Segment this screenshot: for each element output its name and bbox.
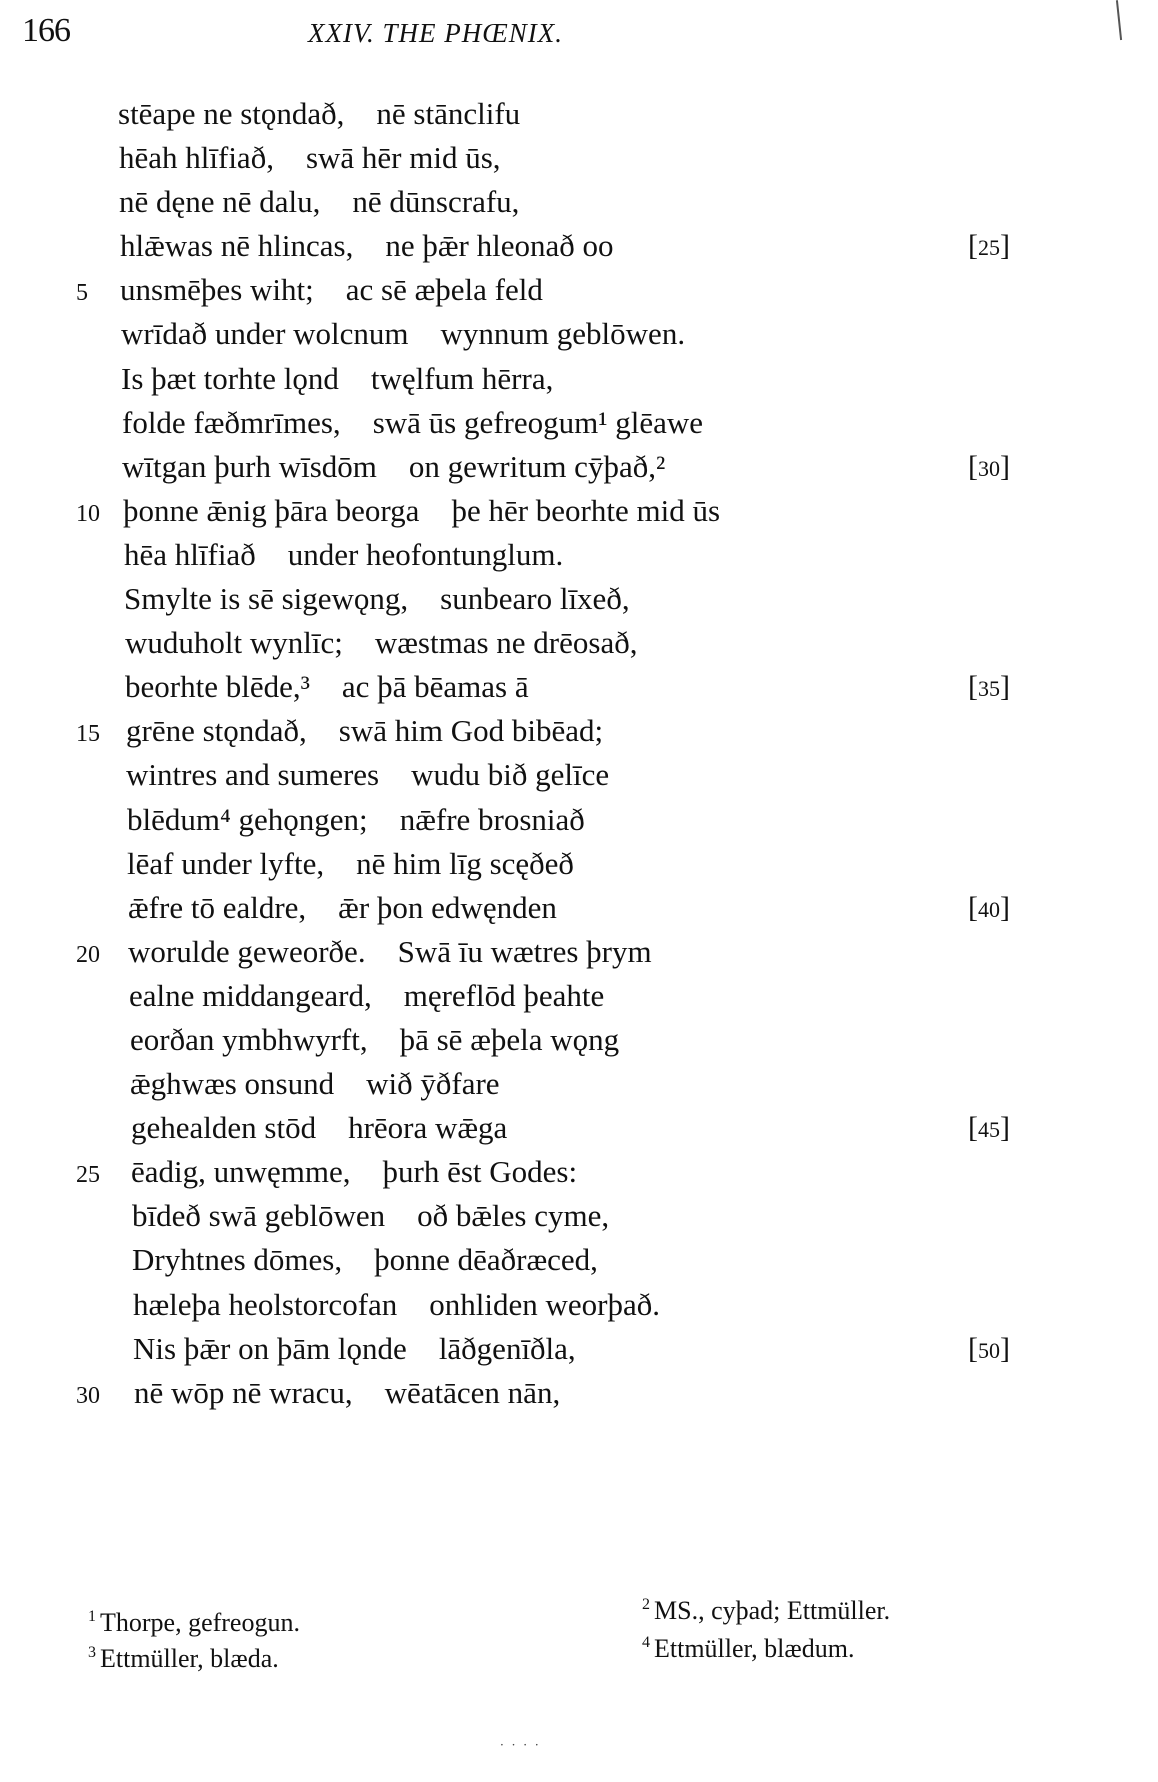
verse-line (0, 357, 1158, 401)
second-half-line: under heofontunglum. (287, 536, 564, 572)
running-head: XXIV. THE PHŒNIX. (308, 18, 563, 48)
second-half-line: wið ȳðfare (366, 1066, 500, 1102)
first-half-line: Smylte is sē sigewǫng, (124, 581, 409, 617)
second-half-line: ne þǣr hleonað oo (385, 228, 614, 264)
verse-line (0, 709, 1158, 753)
verse-line (0, 401, 1158, 445)
first-half-line: Dryhtnes dōmes, (132, 1242, 343, 1278)
second-half-line: wæstmas ne drēosað, (374, 625, 638, 661)
first-half-line: hēah hlīfiað, (119, 140, 274, 176)
verse-line (0, 1283, 1158, 1327)
first-half-line: þonne ǣnig þāra beorga (123, 492, 420, 528)
verse-text (122, 401, 703, 445)
verse-line (0, 1106, 1158, 1150)
verse-text (128, 930, 652, 974)
first-half-line: grēne stǫndað, (126, 713, 307, 749)
verse-reference-number: 35 (978, 676, 1000, 702)
second-half-line: þurh ēst Godes: (382, 1154, 578, 1190)
first-half-line: wrīdað under wolcnum (121, 316, 409, 352)
second-half-line: nē stānclifu (376, 96, 521, 131)
verse-reference: [35] (968, 670, 1010, 704)
second-half-line: ac sē æþela feld (345, 272, 543, 308)
second-half-line: þā sē æþela wǫng (399, 1021, 620, 1057)
footnote-mark: 3 (88, 1644, 96, 1662)
verse-line (0, 1327, 1158, 1371)
printer-signature-mark: · · · · (500, 1738, 541, 1752)
first-half-line: wuduholt wynlīc; (125, 625, 343, 661)
second-half-line: sunbearo līxeð, (440, 581, 630, 617)
first-half-line: blēdum⁴ gehǫngen; (127, 801, 368, 837)
line-number: 10 (76, 500, 100, 527)
first-half-line: stēape ne stǫndað, (118, 96, 345, 131)
second-half-line: Swā īu wætres þrym (397, 933, 652, 969)
first-half-line: lēaf under lyfte, (127, 845, 325, 881)
verse-line (0, 1371, 1158, 1415)
second-half-line: þonne dēaðræced, (374, 1242, 598, 1278)
verse-line (0, 445, 1158, 489)
second-half-line: ac þā bēamas ā (341, 669, 529, 705)
verse-reference: [25] (968, 229, 1010, 263)
verse-line (0, 533, 1158, 577)
verse-text (126, 709, 603, 753)
poem-text (0, 92, 1158, 1415)
verse-line (0, 753, 1158, 797)
verse-line (0, 224, 1158, 268)
page-number: 166 (22, 12, 70, 49)
footnote-mark: 2 (642, 1596, 650, 1614)
second-half-line: oð bǣles cyme, (417, 1198, 610, 1234)
footnote-text: Ettmüller, blæda. (100, 1644, 279, 1673)
verse-text (121, 312, 685, 356)
first-half-line: wintres and sumeres (126, 757, 380, 793)
verse-text (131, 1150, 577, 1194)
first-half-line: unsmēþes wiht; (120, 272, 314, 308)
verse-text (125, 621, 637, 665)
first-half-line: ealne middangeard, (129, 977, 372, 1013)
first-half-line: Nis þǣr on þām lǫnde (133, 1330, 407, 1366)
verse-line (0, 1150, 1158, 1194)
first-half-line: ǣfre tō ealdre, (128, 889, 307, 925)
second-half-line: swā hēr mid ūs, (305, 140, 501, 176)
first-half-line: hlǣwas nē hlincas, (120, 228, 354, 264)
first-half-line: gehealden stōd (131, 1110, 317, 1146)
verse-reference-number: 45 (978, 1117, 1000, 1143)
first-half-line: Is þæt torhte lǫnd (121, 360, 339, 396)
verse-reference-number: 50 (978, 1337, 1000, 1363)
verse-line (0, 1194, 1158, 1238)
verse-line (0, 930, 1158, 974)
second-half-line: nē him līg scęðeð (356, 845, 574, 881)
first-half-line: nē dęne nē dalu, (119, 184, 321, 220)
second-half-line: wudu bið gelīce (411, 757, 610, 793)
second-half-line: swā ūs gefreogum¹ glēawe (372, 404, 704, 440)
line-number: 25 (76, 1162, 100, 1189)
second-half-line: swā him God bibēad; (338, 713, 604, 749)
verse-line (0, 92, 1158, 136)
first-half-line: folde fæðmrīmes, (122, 404, 341, 440)
first-half-line: nē wōp nē wracu, (134, 1374, 353, 1410)
line-number: 30 (76, 1382, 100, 1409)
verse-line (0, 798, 1158, 842)
verse-line (0, 312, 1158, 356)
second-half-line: ǣr þon edwęnden (338, 889, 557, 925)
first-half-line: beorhte blēde,³ (125, 669, 310, 705)
second-half-line: wynnum geblōwen. (440, 316, 686, 352)
verse-text (127, 798, 585, 842)
footnote-1 (88, 1608, 300, 1638)
verse-line (0, 665, 1158, 709)
verse-text (123, 489, 720, 533)
verse-text (134, 1371, 560, 1415)
verse-line (0, 1238, 1158, 1282)
verse-text (130, 1062, 500, 1106)
verse-reference-number: 25 (978, 235, 1000, 261)
first-half-line: hæleþa heolstorcofan (133, 1286, 398, 1322)
first-half-line: eorðan ymbhwyrft, (130, 1021, 368, 1057)
line-number: 5 (76, 280, 88, 307)
verse-text (122, 445, 665, 489)
verse-line (0, 842, 1158, 886)
footnote-4 (642, 1634, 854, 1664)
verse-reference: [45] (968, 1111, 1010, 1145)
verse-text (119, 180, 519, 224)
footnote-3 (88, 1644, 279, 1674)
verse-text (118, 92, 520, 136)
page-edge-mark (1116, 0, 1124, 40)
verse-reference: [50] (968, 1331, 1010, 1365)
second-half-line: twęlfum hērra, (370, 360, 554, 396)
first-half-line: bīdeð swā geblōwen (132, 1198, 386, 1234)
first-half-line: worulde geweorðe. (128, 933, 366, 969)
verse-text (125, 665, 529, 709)
verse-line (0, 974, 1158, 1018)
line-number: 20 (76, 941, 100, 968)
verse-text (126, 753, 609, 797)
verse-line (0, 1018, 1158, 1062)
verse-line (0, 577, 1158, 621)
second-half-line: nē dūnscrafu, (352, 184, 520, 220)
second-half-line: hrēora wǣga (348, 1110, 508, 1146)
verse-text (132, 1238, 598, 1282)
verse-line (0, 489, 1158, 533)
verse-line (0, 621, 1158, 665)
verse-reference: [40] (968, 890, 1010, 924)
verse-text (133, 1283, 660, 1327)
verse-text (130, 1018, 619, 1062)
footnote-mark: 4 (642, 1634, 650, 1652)
second-half-line: męreflōd þeahte (403, 977, 605, 1013)
verse-text (121, 357, 553, 401)
footnote-mark: 1 (88, 1608, 96, 1626)
verse-line (0, 180, 1158, 224)
verse-line (0, 268, 1158, 312)
first-half-line: ēadig, unwęmme, (131, 1154, 351, 1190)
verse-line (0, 1062, 1158, 1106)
second-half-line: lāðgenīðla, (438, 1330, 576, 1366)
verse-text (128, 886, 557, 930)
second-half-line: onhliden weorþað. (429, 1286, 660, 1322)
verse-line (0, 136, 1158, 180)
verse-text (131, 1106, 507, 1150)
line-number: 15 (76, 721, 100, 748)
second-half-line: wēatācen nān, (384, 1374, 561, 1410)
footnote-text: Ettmüller, blædum. (654, 1634, 855, 1663)
verse-text (120, 268, 543, 312)
verse-text (124, 577, 630, 621)
verse-reference: [30] (968, 449, 1010, 483)
verse-text (133, 1327, 576, 1371)
verse-text (124, 533, 563, 577)
verse-text (132, 1194, 609, 1238)
first-half-line: hēa hlīfiað (124, 536, 256, 572)
second-half-line: nǣfre brosniað (399, 801, 585, 837)
verse-text (119, 136, 501, 180)
verse-text (120, 224, 613, 268)
second-half-line: þe hēr beorhte mid ūs (451, 492, 721, 528)
first-half-line: wītgan þurh wīsdōm (122, 448, 377, 484)
verse-text (127, 842, 574, 886)
verse-line (0, 886, 1158, 930)
footnote-2 (642, 1596, 890, 1626)
first-half-line: ǣghwæs onsund (130, 1066, 335, 1102)
verse-reference-number: 40 (978, 896, 1000, 922)
verse-text (129, 974, 604, 1018)
footnote-text: MS., cyþad; Ettmüller. (654, 1596, 891, 1625)
verse-reference-number: 30 (978, 455, 1000, 481)
second-half-line: on gewritum cȳþað,² (408, 448, 666, 484)
footnote-text: Thorpe, gefreogun. (100, 1608, 300, 1637)
